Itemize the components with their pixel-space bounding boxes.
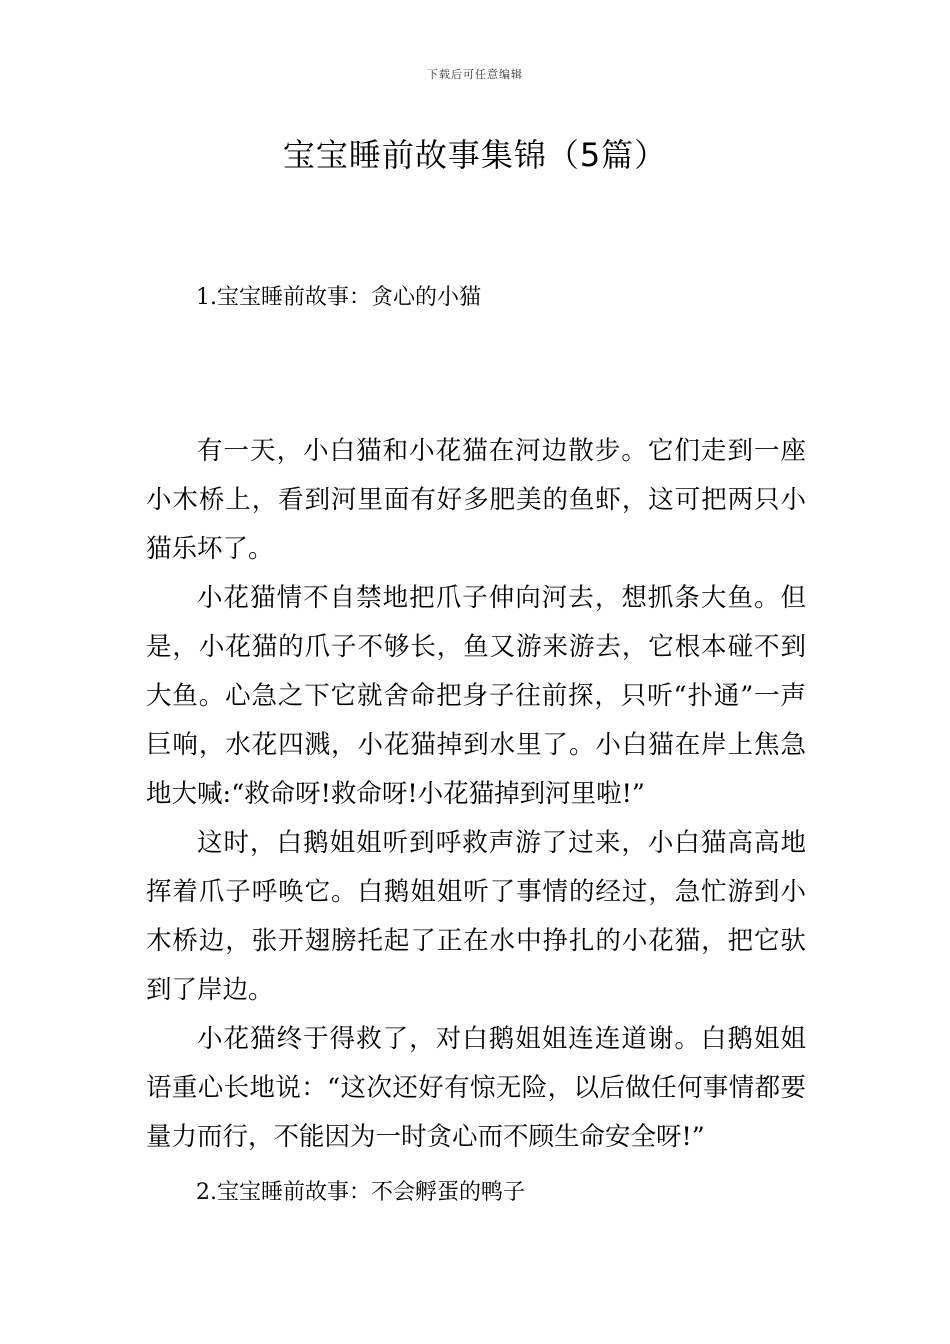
story-1-paragraph-1: 有一天，小白猫和小花猫在河边散步。它们走到一座小木桥上，看到河里面有好多肥美的鱼虾，这可把两只小猫乐坏了。 [146,436,806,564]
story-1-body [146,427,806,1162]
story-1-heading: 1.宝宝睡前故事：贪心的小猫 [196,285,481,310]
story-1-paragraph-4: 小花猫终于得救了，对白鹅姐姐连连道谢。白鹅姐姐语重心长地说：“这次还好有惊无险，以后做任何事情都要量力而行，不能因为一时贪心而不顾生命安全呀!” [146,1024,806,1152]
story-1-paragraph-3: 这时，白鹅姐姐听到呼救声游了过来，小白猫高高地挥着爪子呼唤它。白鹅姐姐听了事情的经过，急忙游到小木桥边，张开翅膀托起了正在水中挣扎的小花猫，把它驮到了岸边。 [146,828,806,1005]
story-2-heading: 2.宝宝睡前故事：不会孵蛋的鸭子 [196,1180,525,1205]
document-title: 宝宝睡前故事集锦（5篇） [282,136,668,174]
story-1-paragraph-2: 小花猫情不自禁地把爪子伸向河去，想抓条大鱼。但是，小花猫的爪子不够长，鱼又游来游去，它根本碰不到大鱼。心急之下它就舍命把身子往前探，只听“扑通”一声巨响，水花四溅，小花猫掉到水里了。小白猫在岸上焦急地大喊:“救命呀!救命呀!小花猫掉到河里啦!” [146,583,806,809]
header-note: 下载后可任意编辑 [427,68,523,81]
